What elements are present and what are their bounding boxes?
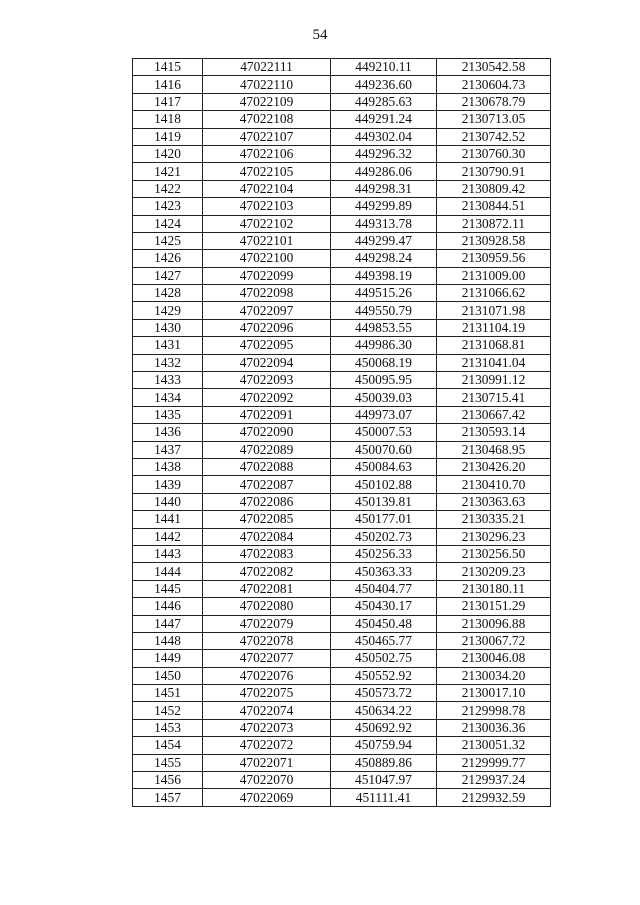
y-coordinate-cell: 2130363.63: [437, 493, 551, 510]
point-id-cell: 47022094: [203, 354, 331, 371]
table-row: [133, 163, 551, 180]
point-id-cell: 47022077: [203, 650, 331, 667]
y-coordinate-cell: 2130096.88: [437, 615, 551, 632]
point-number-cell: 1429: [133, 302, 203, 319]
y-coordinate-cell: 2130067.72: [437, 632, 551, 649]
y-coordinate-cell: 2130844.51: [437, 198, 551, 215]
point-id-cell: 47022082: [203, 563, 331, 580]
y-coordinate-cell: 2130667.42: [437, 406, 551, 423]
point-number-cell: 1453: [133, 719, 203, 736]
point-id-cell: 47022100: [203, 250, 331, 267]
y-coordinate-cell: 2130410.70: [437, 476, 551, 493]
point-number-cell: 1421: [133, 163, 203, 180]
point-id-cell: 47022104: [203, 180, 331, 197]
y-coordinate-cell: 2131068.81: [437, 337, 551, 354]
y-coordinate-cell: 2130335.21: [437, 511, 551, 528]
table-row: [133, 389, 551, 406]
y-coordinate-cell: 2131041.04: [437, 354, 551, 371]
x-coordinate-cell: 450634.22: [331, 702, 437, 719]
point-id-cell: 47022079: [203, 615, 331, 632]
point-id-cell: 47022074: [203, 702, 331, 719]
table-row: [133, 615, 551, 632]
table-row: [133, 319, 551, 336]
table-row: [133, 702, 551, 719]
x-coordinate-cell: 450450.48: [331, 615, 437, 632]
table-row: [133, 424, 551, 441]
point-id-cell: 47022111: [203, 59, 331, 76]
point-number-cell: 1441: [133, 511, 203, 528]
point-number-cell: 1443: [133, 545, 203, 562]
x-coordinate-cell: 450573.72: [331, 685, 437, 702]
table-row: [133, 76, 551, 93]
point-number-cell: 1415: [133, 59, 203, 76]
point-id-cell: 47022081: [203, 580, 331, 597]
table-row: [133, 198, 551, 215]
point-number-cell: 1457: [133, 789, 203, 806]
y-coordinate-cell: 2131066.62: [437, 285, 551, 302]
table-row: [133, 59, 551, 76]
y-coordinate-cell: 2130036.36: [437, 719, 551, 736]
x-coordinate-cell: 449973.07: [331, 406, 437, 423]
y-coordinate-cell: 2129932.59: [437, 789, 551, 806]
table-row: [133, 493, 551, 510]
point-id-cell: 47022080: [203, 598, 331, 615]
x-coordinate-cell: 450084.63: [331, 458, 437, 475]
point-number-cell: 1425: [133, 232, 203, 249]
y-coordinate-cell: 2129999.77: [437, 754, 551, 771]
x-coordinate-cell: 450430.17: [331, 598, 437, 615]
y-coordinate-cell: 2130809.42: [437, 180, 551, 197]
point-id-cell: 47022076: [203, 667, 331, 684]
table-row: [133, 354, 551, 371]
table-row: [133, 545, 551, 562]
x-coordinate-cell: 450759.94: [331, 737, 437, 754]
y-coordinate-cell: 2130713.05: [437, 111, 551, 128]
point-number-cell: 1418: [133, 111, 203, 128]
point-number-cell: 1449: [133, 650, 203, 667]
x-coordinate-cell: 449285.63: [331, 93, 437, 110]
point-number-cell: 1452: [133, 702, 203, 719]
x-coordinate-cell: 450202.73: [331, 528, 437, 545]
table-row: [133, 302, 551, 319]
x-coordinate-cell: 449296.32: [331, 145, 437, 162]
y-coordinate-cell: 2130046.08: [437, 650, 551, 667]
point-number-cell: 1437: [133, 441, 203, 458]
y-coordinate-cell: 2130678.79: [437, 93, 551, 110]
x-coordinate-cell: 450139.81: [331, 493, 437, 510]
point-number-cell: 1416: [133, 76, 203, 93]
point-number-cell: 1423: [133, 198, 203, 215]
point-id-cell: 47022108: [203, 111, 331, 128]
x-coordinate-cell: 451111.41: [331, 789, 437, 806]
y-coordinate-cell: 2130542.58: [437, 59, 551, 76]
x-coordinate-cell: 450068.19: [331, 354, 437, 371]
point-number-cell: 1440: [133, 493, 203, 510]
x-coordinate-cell: 450502.75: [331, 650, 437, 667]
point-id-cell: 47022092: [203, 389, 331, 406]
table-row: [133, 667, 551, 684]
y-coordinate-cell: 2130017.10: [437, 685, 551, 702]
table-row: [133, 563, 551, 580]
point-id-cell: 47022075: [203, 685, 331, 702]
table-row: [133, 232, 551, 249]
page-number: 54: [312, 27, 328, 43]
y-coordinate-cell: 2130209.23: [437, 563, 551, 580]
point-number-cell: 1446: [133, 598, 203, 615]
table-row: [133, 719, 551, 736]
y-coordinate-cell: 2130959.56: [437, 250, 551, 267]
table-row: [133, 285, 551, 302]
point-id-cell: 47022071: [203, 754, 331, 771]
x-coordinate-cell: 450256.33: [331, 545, 437, 562]
point-number-cell: 1434: [133, 389, 203, 406]
point-id-cell: 47022088: [203, 458, 331, 475]
point-id-cell: 47022073: [203, 719, 331, 736]
x-coordinate-cell: 450102.88: [331, 476, 437, 493]
y-coordinate-cell: 2130715.41: [437, 389, 551, 406]
x-coordinate-cell: 450552.92: [331, 667, 437, 684]
x-coordinate-cell: 449299.89: [331, 198, 437, 215]
y-coordinate-cell: 2131009.00: [437, 267, 551, 284]
point-id-cell: 47022103: [203, 198, 331, 215]
point-id-cell: 47022091: [203, 406, 331, 423]
point-number-cell: 1454: [133, 737, 203, 754]
y-coordinate-cell: 2130604.73: [437, 76, 551, 93]
point-number-cell: 1451: [133, 685, 203, 702]
point-id-cell: 47022072: [203, 737, 331, 754]
y-coordinate-cell: 2131104.19: [437, 319, 551, 336]
y-coordinate-cell: 2130742.52: [437, 128, 551, 145]
point-number-cell: 1428: [133, 285, 203, 302]
y-coordinate-cell: 2131071.98: [437, 302, 551, 319]
point-number-cell: 1430: [133, 319, 203, 336]
point-id-cell: 47022101: [203, 232, 331, 249]
table-row: [133, 337, 551, 354]
point-id-cell: 47022087: [203, 476, 331, 493]
y-coordinate-cell: 2130151.29: [437, 598, 551, 615]
table-row: [133, 789, 551, 806]
x-coordinate-cell: 450692.92: [331, 719, 437, 736]
point-number-cell: 1442: [133, 528, 203, 545]
point-number-cell: 1419: [133, 128, 203, 145]
x-coordinate-cell: 450007.53: [331, 424, 437, 441]
point-id-cell: 47022106: [203, 145, 331, 162]
point-id-cell: 47022084: [203, 528, 331, 545]
y-coordinate-cell: 2129937.24: [437, 772, 551, 789]
y-coordinate-cell: 2130426.20: [437, 458, 551, 475]
point-number-cell: 1456: [133, 772, 203, 789]
x-coordinate-cell: 449298.31: [331, 180, 437, 197]
table-row: [133, 528, 551, 545]
y-coordinate-cell: 2130296.23: [437, 528, 551, 545]
coordinates-table: [132, 58, 551, 807]
y-coordinate-cell: 2129998.78: [437, 702, 551, 719]
y-coordinate-cell: 2130034.20: [437, 667, 551, 684]
y-coordinate-cell: 2130051.32: [437, 737, 551, 754]
point-number-cell: 1435: [133, 406, 203, 423]
point-number-cell: 1445: [133, 580, 203, 597]
point-number-cell: 1426: [133, 250, 203, 267]
x-coordinate-cell: 451047.97: [331, 772, 437, 789]
point-id-cell: 47022097: [203, 302, 331, 319]
y-coordinate-cell: 2130256.50: [437, 545, 551, 562]
x-coordinate-cell: 450363.33: [331, 563, 437, 580]
x-coordinate-cell: 450070.60: [331, 441, 437, 458]
point-number-cell: 1424: [133, 215, 203, 232]
point-id-cell: 47022107: [203, 128, 331, 145]
point-number-cell: 1417: [133, 93, 203, 110]
point-id-cell: 47022085: [203, 511, 331, 528]
point-number-cell: 1438: [133, 458, 203, 475]
table-row: [133, 441, 551, 458]
x-coordinate-cell: 449298.24: [331, 250, 437, 267]
point-number-cell: 1420: [133, 145, 203, 162]
point-number-cell: 1436: [133, 424, 203, 441]
point-id-cell: 47022083: [203, 545, 331, 562]
table-row: [133, 406, 551, 423]
point-id-cell: 47022105: [203, 163, 331, 180]
point-id-cell: 47022102: [203, 215, 331, 232]
point-id-cell: 47022089: [203, 441, 331, 458]
x-coordinate-cell: 450039.03: [331, 389, 437, 406]
table-row: [133, 458, 551, 475]
x-coordinate-cell: 449853.55: [331, 319, 437, 336]
table-row: [133, 598, 551, 615]
point-number-cell: 1432: [133, 354, 203, 371]
table-row: [133, 754, 551, 771]
table-row: [133, 215, 551, 232]
x-coordinate-cell: 449515.26: [331, 285, 437, 302]
point-id-cell: 47022090: [203, 424, 331, 441]
y-coordinate-cell: 2130872.11: [437, 215, 551, 232]
point-id-cell: 47022098: [203, 285, 331, 302]
table-row: [133, 650, 551, 667]
table-row: [133, 632, 551, 649]
x-coordinate-cell: 449236.60: [331, 76, 437, 93]
x-coordinate-cell: 449291.24: [331, 111, 437, 128]
point-id-cell: 47022099: [203, 267, 331, 284]
table-row: [133, 372, 551, 389]
table-row: [133, 580, 551, 597]
table-row: [133, 772, 551, 789]
table-row: [133, 145, 551, 162]
point-number-cell: 1447: [133, 615, 203, 632]
point-id-cell: 47022078: [203, 632, 331, 649]
x-coordinate-cell: 449286.06: [331, 163, 437, 180]
point-number-cell: 1444: [133, 563, 203, 580]
table-row: [133, 93, 551, 110]
point-number-cell: 1455: [133, 754, 203, 771]
x-coordinate-cell: 449210.11: [331, 59, 437, 76]
x-coordinate-cell: 449302.04: [331, 128, 437, 145]
y-coordinate-cell: 2130593.14: [437, 424, 551, 441]
table-row: [133, 737, 551, 754]
x-coordinate-cell: 450889.86: [331, 754, 437, 771]
point-id-cell: 47022095: [203, 337, 331, 354]
table-row: [133, 476, 551, 493]
x-coordinate-cell: 449313.78: [331, 215, 437, 232]
table-row: [133, 250, 551, 267]
table-body: [133, 59, 551, 807]
table-row: [133, 511, 551, 528]
x-coordinate-cell: 449550.79: [331, 302, 437, 319]
y-coordinate-cell: 2130790.91: [437, 163, 551, 180]
table-row: [133, 267, 551, 284]
y-coordinate-cell: 2130468.95: [437, 441, 551, 458]
point-id-cell: 47022086: [203, 493, 331, 510]
point-number-cell: 1439: [133, 476, 203, 493]
point-number-cell: 1422: [133, 180, 203, 197]
point-id-cell: 47022070: [203, 772, 331, 789]
x-coordinate-cell: 449986.30: [331, 337, 437, 354]
point-number-cell: 1433: [133, 372, 203, 389]
table-row: [133, 128, 551, 145]
y-coordinate-cell: 2130928.58: [437, 232, 551, 249]
table-row: [133, 685, 551, 702]
point-number-cell: 1431: [133, 337, 203, 354]
point-number-cell: 1450: [133, 667, 203, 684]
x-coordinate-cell: 449398.19: [331, 267, 437, 284]
point-id-cell: 47022096: [203, 319, 331, 336]
x-coordinate-cell: 450404.77: [331, 580, 437, 597]
table-row: [133, 180, 551, 197]
x-coordinate-cell: 450465.77: [331, 632, 437, 649]
table-row: [133, 111, 551, 128]
point-id-cell: 47022093: [203, 372, 331, 389]
x-coordinate-cell: 450095.95: [331, 372, 437, 389]
point-number-cell: 1427: [133, 267, 203, 284]
point-id-cell: 47022110: [203, 76, 331, 93]
x-coordinate-cell: 450177.01: [331, 511, 437, 528]
point-number-cell: 1448: [133, 632, 203, 649]
y-coordinate-cell: 2130991.12: [437, 372, 551, 389]
x-coordinate-cell: 449299.47: [331, 232, 437, 249]
point-id-cell: 47022109: [203, 93, 331, 110]
point-id-cell: 47022069: [203, 789, 331, 806]
y-coordinate-cell: 2130760.30: [437, 145, 551, 162]
y-coordinate-cell: 2130180.11: [437, 580, 551, 597]
